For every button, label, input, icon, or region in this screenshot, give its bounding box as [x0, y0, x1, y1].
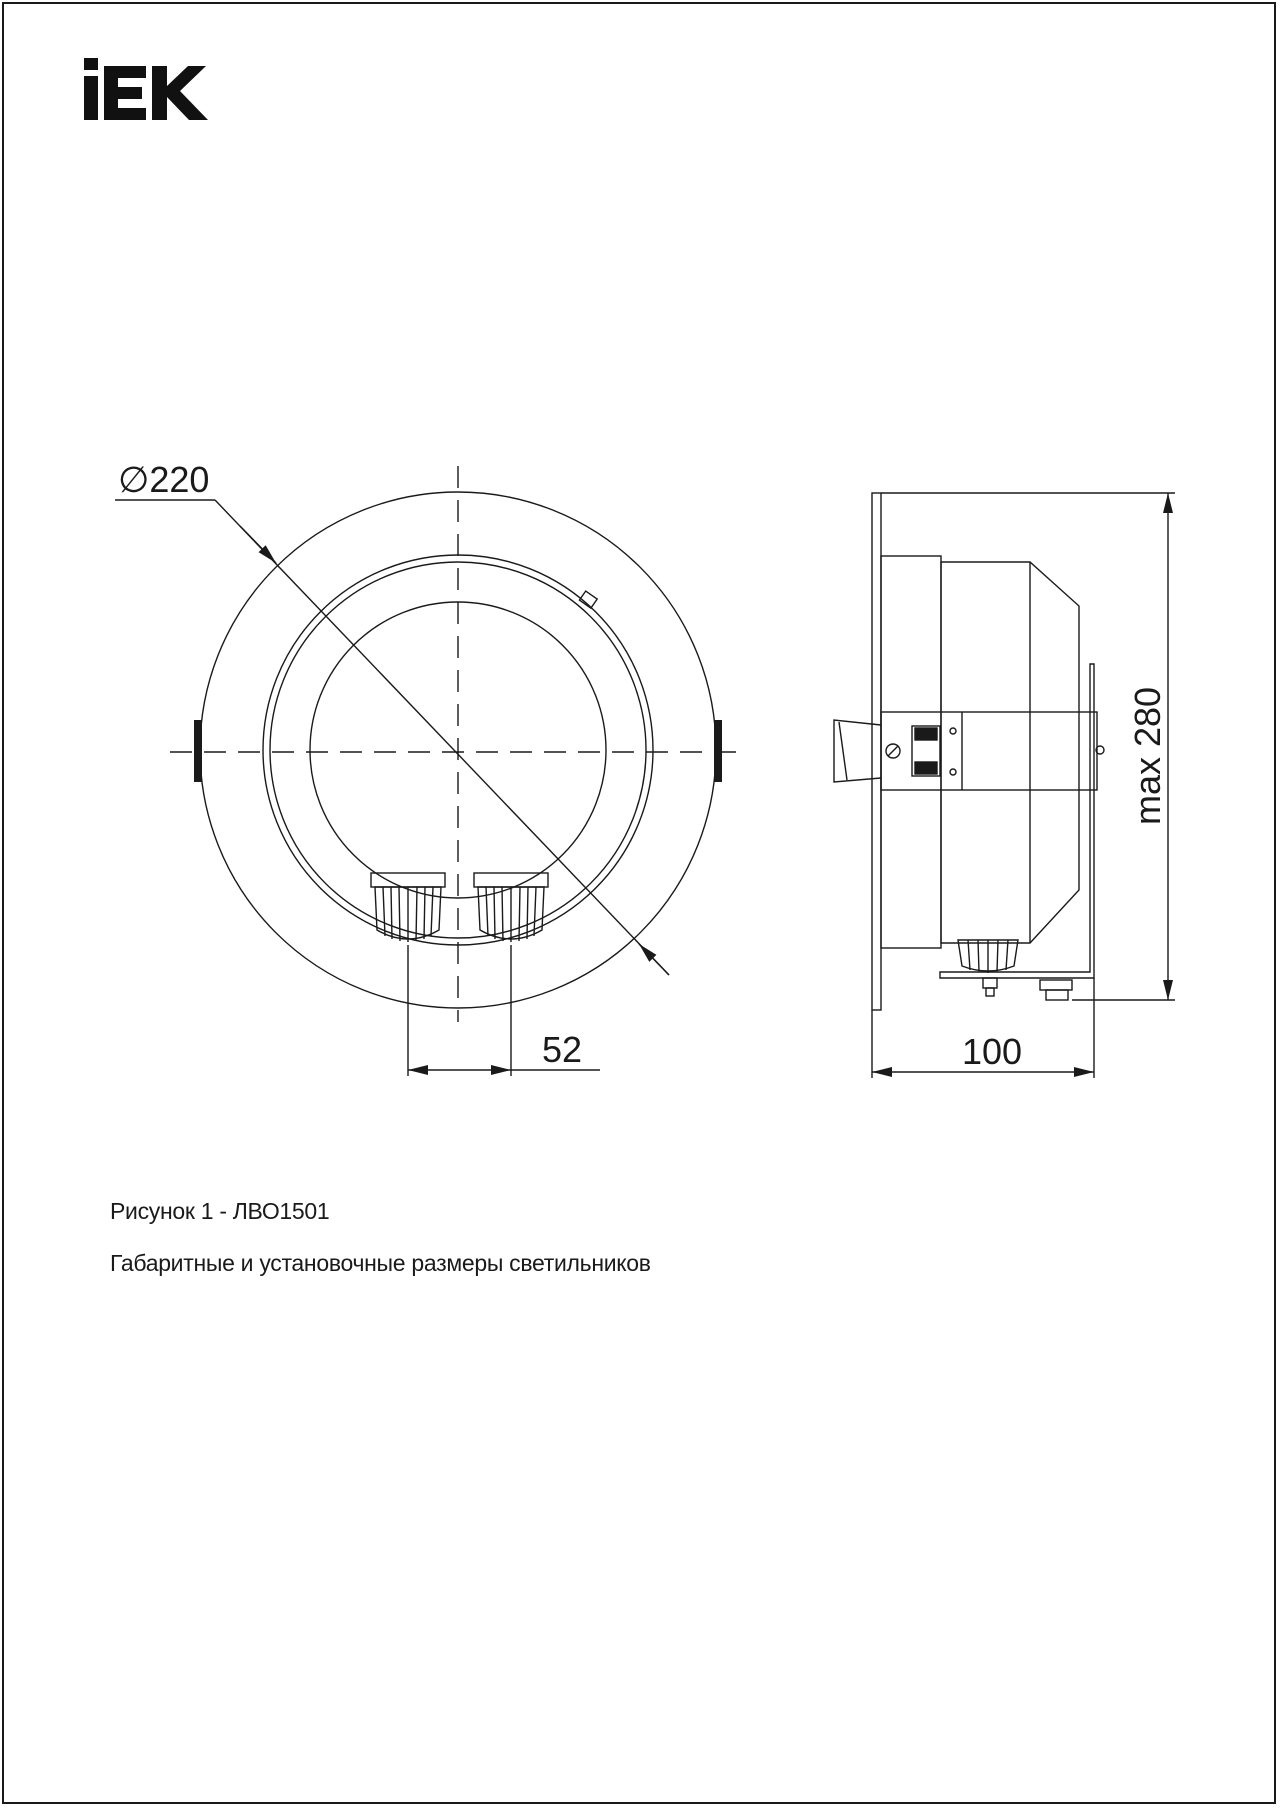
trim-ring: [881, 556, 941, 948]
side-spring-clip: [834, 720, 881, 782]
terminal-block: [881, 712, 1097, 790]
socket-left: [371, 873, 445, 942]
flange-plate: [872, 493, 881, 1010]
diameter-line: [215, 500, 669, 975]
front-view: [115, 466, 748, 1076]
diameter-label: ∅220: [118, 459, 210, 500]
mounting-bracket: [940, 664, 1094, 978]
socket-right: [474, 873, 548, 942]
depth-label: 100: [962, 1031, 1023, 1072]
left-clip: [194, 720, 202, 782]
figure-caption: Рисунок 1 - ЛВО1501: [110, 1198, 330, 1224]
side-view: [834, 493, 1175, 1078]
spacing-label: 52: [542, 1029, 583, 1070]
right-clip: [714, 720, 722, 782]
figure-description: Габаритные и установочные размеры светильников: [110, 1250, 651, 1276]
side-socket: [958, 940, 1018, 973]
height-label: max 280: [1127, 686, 1168, 825]
